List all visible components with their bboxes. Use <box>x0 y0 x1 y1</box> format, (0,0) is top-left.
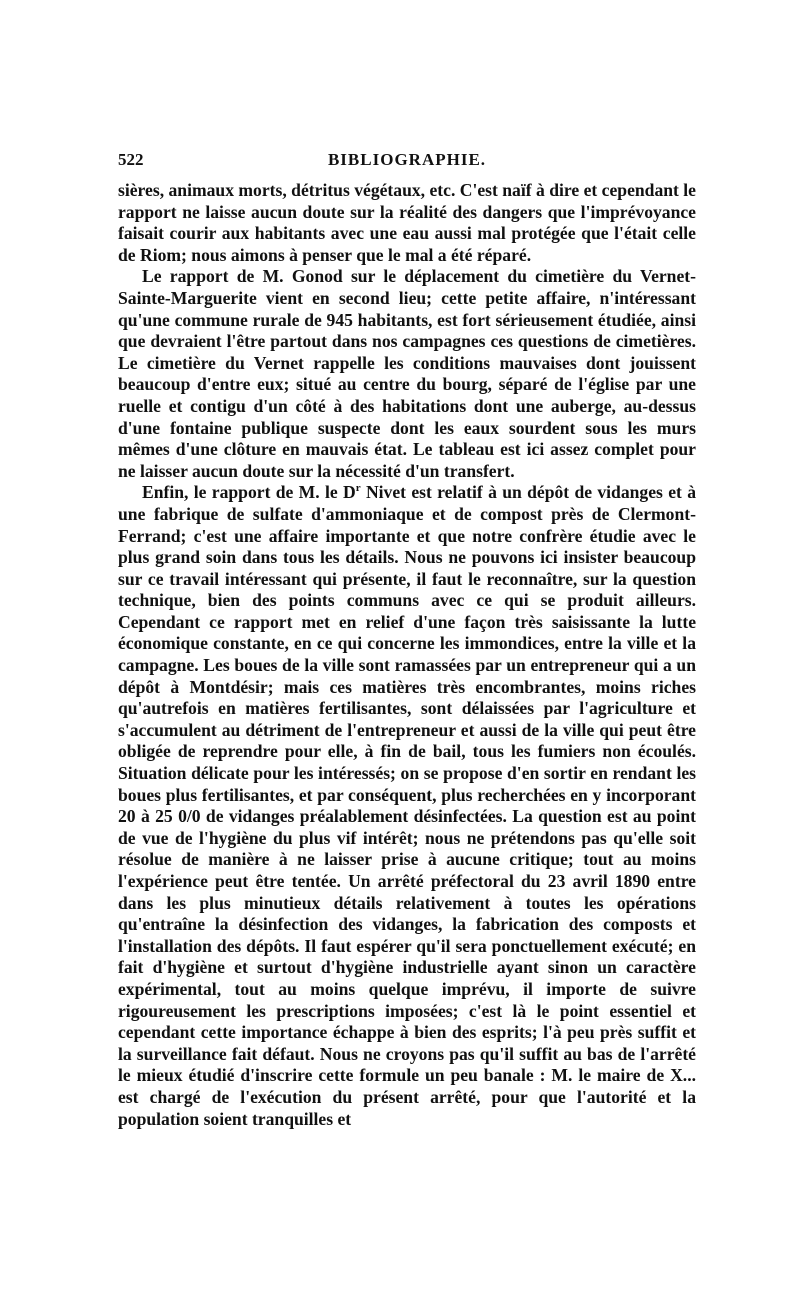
paragraph-text-rest: Nivet est relatif à un dépôt de vidanges et à une fabrique de sulfate d'ammoniaque et de compost près de Clermont-Ferrand; c'est une affaire importante et que notre confrère étudie avec le plus grand soin dans tous les détails. Nous ne pouvons ici insister beaucoup sur ce travail intéressant qui présente, il faut le reconnaître, sur la question technique, bien des points communs avec ce qui se produit ailleurs. Cependant ce rapport met en relief d'une façon très saisissante la lutte économique constante, en ce qui concerne les immondices, entre la ville et la campagne. Les boues de la ville sont ramassées par un entrepreneur qui a un dépôt à Montdésir; mais ces matières très encombrantes, moins riches qu'autrefois en matières fertilisantes, sont délaissées par l'agriculture et s'accumulent au détriment de l'entrepreneur et aussi de la ville qui peut être obligée de reprendre pour elle, à fin de bail, tous les fumiers non écoulés. Situation délicate pour les intéressés; on se propose d'en sortir en rendant les boues plus fertilisantes, et par conséquent, plus recherchées en y incorporant 20 à 25 0/0 de vidanges préalablement désinfectées. La question est au point de vue de l'hygiène du plus vif intérêt; nous ne prétendons pas qu'elle soit résolue de manière à ne laisser prise à aucune critique; tout au moins l'expérience peut être tentée. Un arrêté préfectoral du 23 avril 1890 entre dans les plus minutieux détails relativement à toutes les opérations qu'entraîne la désinfection des vidanges, la fabrication des composts et l'installation des dépôts. Il faut espérer qu'il sera ponctuellement exécuté; en fait d'hygiène et surtout d'hygiène industrielle ayant sinon un caractère expérimental, tout au moins quelque imprévu, il importe de suivre rigoureusement les prescriptions imposées; c'est là le point essentiel et cependant cette importance échappe à bien des esprits; l'à peu près suffit et la surveillance fait défaut. Nous ne croyons pas qu'il suffit au bas de l'arrêté le mieux étudié d'inscrire cette formule un peu banale : M. le maire de X... est chargé de l'exécution du présent arrêté, pour que l'autorité et la population soient tranquilles et <box>118 482 696 1129</box>
paragraph-text-start: Enfin, le rapport de M. le D <box>142 482 356 503</box>
paragraph-nivet-report <box>118 482 696 1130</box>
body-text <box>118 180 696 1130</box>
page-number: 522 <box>118 150 144 169</box>
paragraph-continued: sières, animaux morts, détritus végétaux, etc. C'est naïf à dire et cependant le rapport ne laisse aucun doute sur la réalité des dangers que l'imprévoyance faisait courir aux habitants avec une eau aussi mal protégée que l'était celle de Riom; nous aimons à penser que le mal a été réparé. <box>118 180 696 265</box>
paragraph-gonod-report: Le rapport de M. Gonod sur le déplacement du cimetière du Vernet-Sainte-Marguerite vient en second lieu; cette petite affaire, n'intéressant qu'une commune rurale de 945 habitants, est fort sérieusement étudiée, ainsi que devraient l'être partout dans nos campagnes ces questions de cimetières. Le cimetière du Vernet rappelle les conditions mauvaises dont jouissent beaucoup d'entre eux; situé au centre du bourg, séparé de l'église par une ruelle et contigu d'un côté à des habitations dont une auberge, au-dessus d'une fontaine publique suspecte dont les eaux sourdent sous les murs mêmes d'une clôture en mauvais état. Le tableau est ici assez complet pour ne laisser aucun doute sur la nécessité d'un transfert. <box>118 266 696 481</box>
book-page <box>118 150 696 1130</box>
running-title: BIBLIOGRAPHIE. <box>327 150 487 169</box>
page-header <box>118 150 696 180</box>
doctor-abbreviation-superscript: r <box>355 482 361 495</box>
